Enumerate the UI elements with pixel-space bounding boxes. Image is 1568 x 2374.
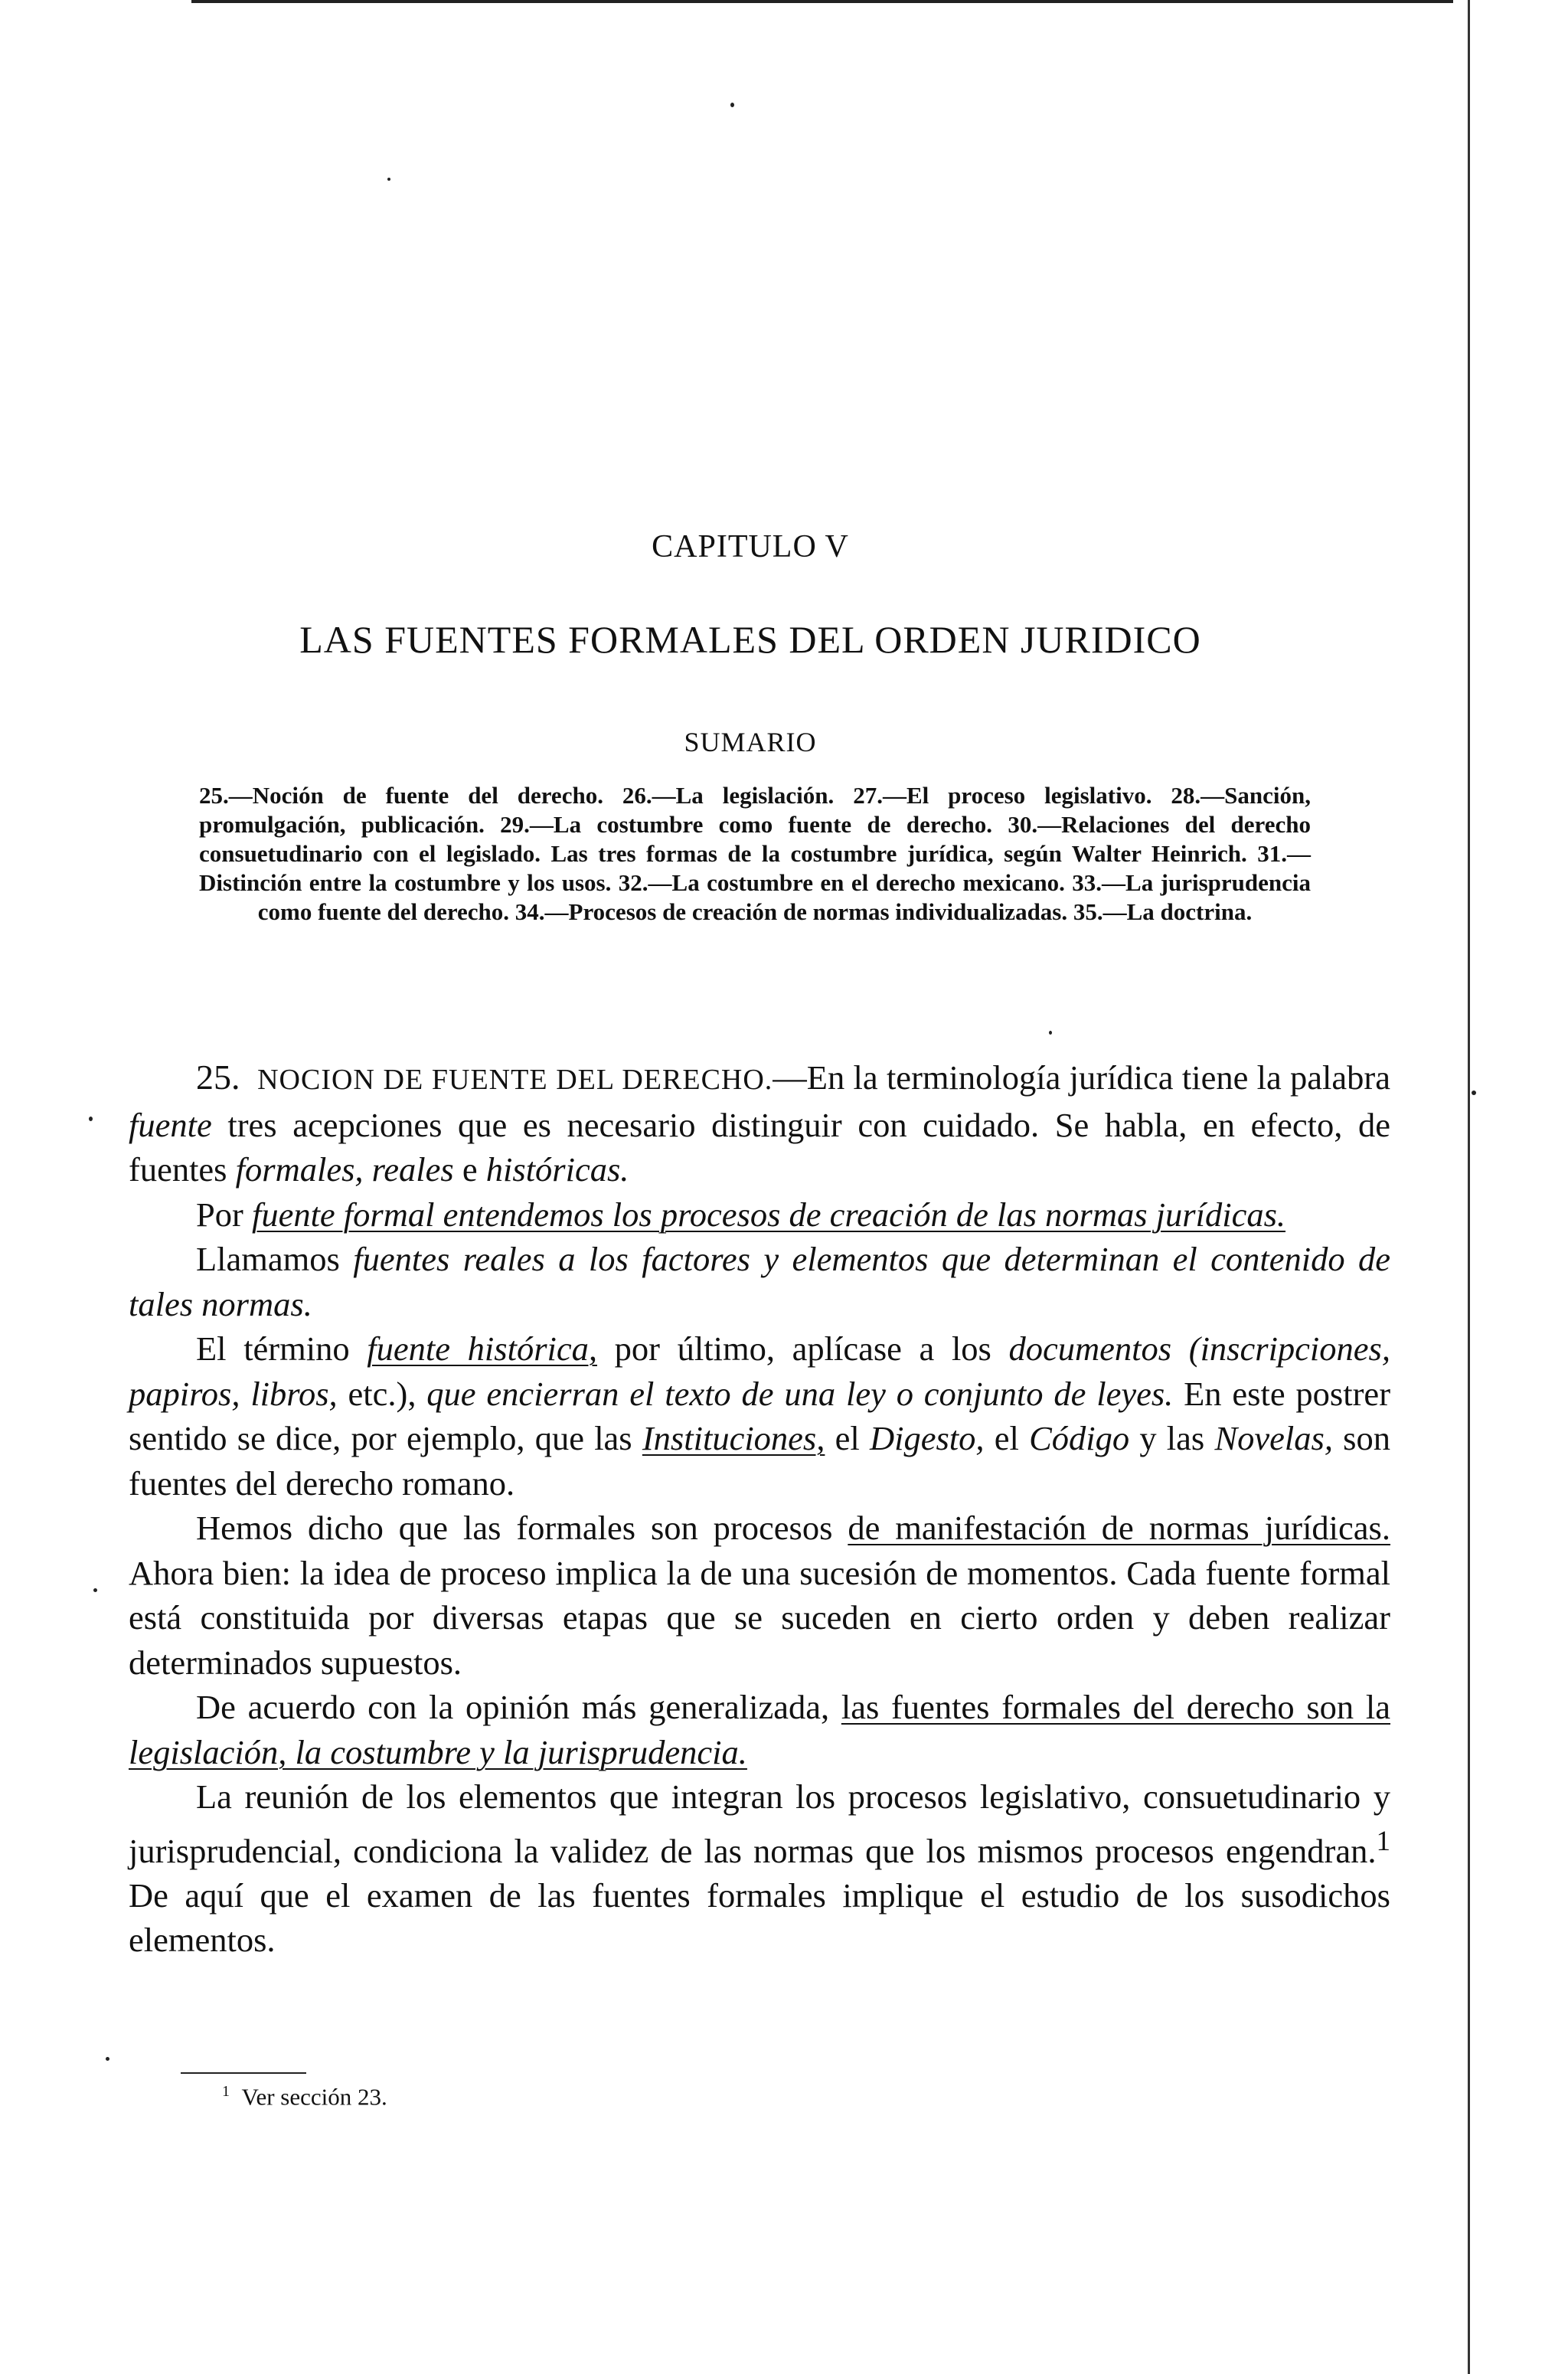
paragraph-5 <box>129 1506 1390 1685</box>
text-run: el <box>825 1419 870 1457</box>
body-text <box>129 1055 1390 1963</box>
top-page-edge <box>191 0 1453 3</box>
scan-speck <box>93 1588 97 1592</box>
italic-run: que encierran el texto de una ley o conjunto de leyes. <box>426 1374 1174 1413</box>
chapter-title: LAS FUENTES FORMALES DEL ORDEN JURIDICO <box>299 618 1201 661</box>
footnote-marker: 1 <box>222 2083 230 2100</box>
footnote-rule <box>181 2072 306 2074</box>
text-run: En este postrer sentido se dice, por ejemplo, que las <box>129 1374 1391 1457</box>
text-run: La reunión de los elementos que integran los procesos legislativo, consuetudinario y jurisprudencial, condiciona la validez de las normas que los mismos procesos engendran. <box>129 1777 1390 1870</box>
text-run: etc.), <box>337 1374 427 1413</box>
italic-run: Digesto, <box>869 1419 985 1457</box>
sumario-heading: SUMARIO <box>684 727 817 757</box>
underlined-italic-run: fuente histórica, <box>367 1329 597 1368</box>
underlined-italic-run: Instituciones, <box>642 1419 825 1457</box>
text-run: e <box>453 1150 486 1189</box>
text-run: el <box>984 1419 1030 1457</box>
chapter-number: CAPITULO V <box>652 529 849 564</box>
italic-run: Código <box>1029 1419 1130 1457</box>
underlined-italic-run: legislación, la costumbre y la jurisprudencia. <box>129 1732 747 1771</box>
text-run: Por <box>196 1195 252 1234</box>
paragraph-2 <box>129 1192 1390 1238</box>
italic-run: fuentes reales a los factores y elementos que determinan el contenido de tales normas. <box>129 1240 1391 1323</box>
text-run: Llamamos <box>196 1240 354 1278</box>
footnote <box>222 2083 387 2111</box>
right-page-edge <box>1468 0 1470 2374</box>
italic-run: documentos (inscripciones, papiros, libros, <box>129 1329 1390 1413</box>
text-run: y las <box>1129 1419 1215 1457</box>
paragraph-4 <box>129 1326 1390 1506</box>
scan-speck <box>1472 1091 1476 1095</box>
italic-run: fuente <box>129 1105 212 1144</box>
sumario-text: 25.—Noción de fuente del derecho. 26.—La legislación. 27.—El proceso legislativo. 28.—Sanción, promulgación, publicación. 29.—La costumbre como fuente de derecho. 30.—Relaciones del derecho consuetudinario con el legislado. Las tres formas de la costumbre jurídica, según Walter Heinrich. 31.—Distinción entre la costumbre y los usos. 32.—La costumbre en el derecho mexicano. 33.—La jurisprudencia como fuente del derecho. 34.—Procesos de creación de normas individualizadas. 35.—La doctrina. <box>199 782 1311 925</box>
italic-run: formales, reales <box>235 1150 454 1189</box>
text-run: Hemos dicho que las formales son procesos <box>196 1509 848 1547</box>
text-run: De acuerdo con la opinión más generalizada, <box>196 1688 841 1726</box>
underlined-italic-run: fuente formal entendemos los procesos de creación de las normas jurídicas. <box>251 1195 1286 1234</box>
paragraph-6 <box>129 1685 1390 1774</box>
section-heading: NOCION DE FUENTE DEL DERECHO. <box>257 1064 773 1096</box>
scan-speck <box>387 178 390 181</box>
italic-run: Novelas, <box>1214 1419 1333 1457</box>
text-run: El término <box>196 1329 368 1368</box>
text-run: son fuentes del derecho romano. <box>129 1419 1391 1503</box>
underlined-run: las fuentes formales del derecho son la <box>841 1688 1390 1726</box>
footnote-reference: 1 <box>1376 1825 1390 1857</box>
scan-speck <box>1049 1031 1052 1035</box>
scan-speck <box>89 1117 93 1121</box>
text-run: por último, aplícase a los <box>597 1329 1009 1368</box>
italic-run: históricas. <box>485 1150 629 1189</box>
footnote-text: Ver sección 23. <box>241 2083 387 2111</box>
text-run: tres acepciones que es necesario distinguir con cuidado. Se habla, en efecto, de fuentes <box>129 1105 1390 1189</box>
scan-speck <box>106 2057 109 2061</box>
paragraph-1 <box>129 1055 1390 1192</box>
paragraph-3 <box>129 1237 1390 1326</box>
text-run: Ahora bien: la idea de proceso implica la de una sucesión de momentos. Cada fuente formal está constituida por diversas etapas que se suceden en cierto orden y deben realizar determinados supuestos. <box>129 1553 1390 1682</box>
underlined-run: de manifestación de normas jurídicas. <box>848 1509 1390 1547</box>
section-number: 25. <box>196 1058 240 1097</box>
text-run: —En la terminología jurídica tiene la palabra <box>773 1058 1390 1097</box>
text-run: De aquí que el examen de las fuentes formales implique el estudio de los susodichos elementos. <box>129 1875 1390 1960</box>
paragraph-7 <box>129 1774 1390 1963</box>
scan-speck <box>730 103 734 107</box>
